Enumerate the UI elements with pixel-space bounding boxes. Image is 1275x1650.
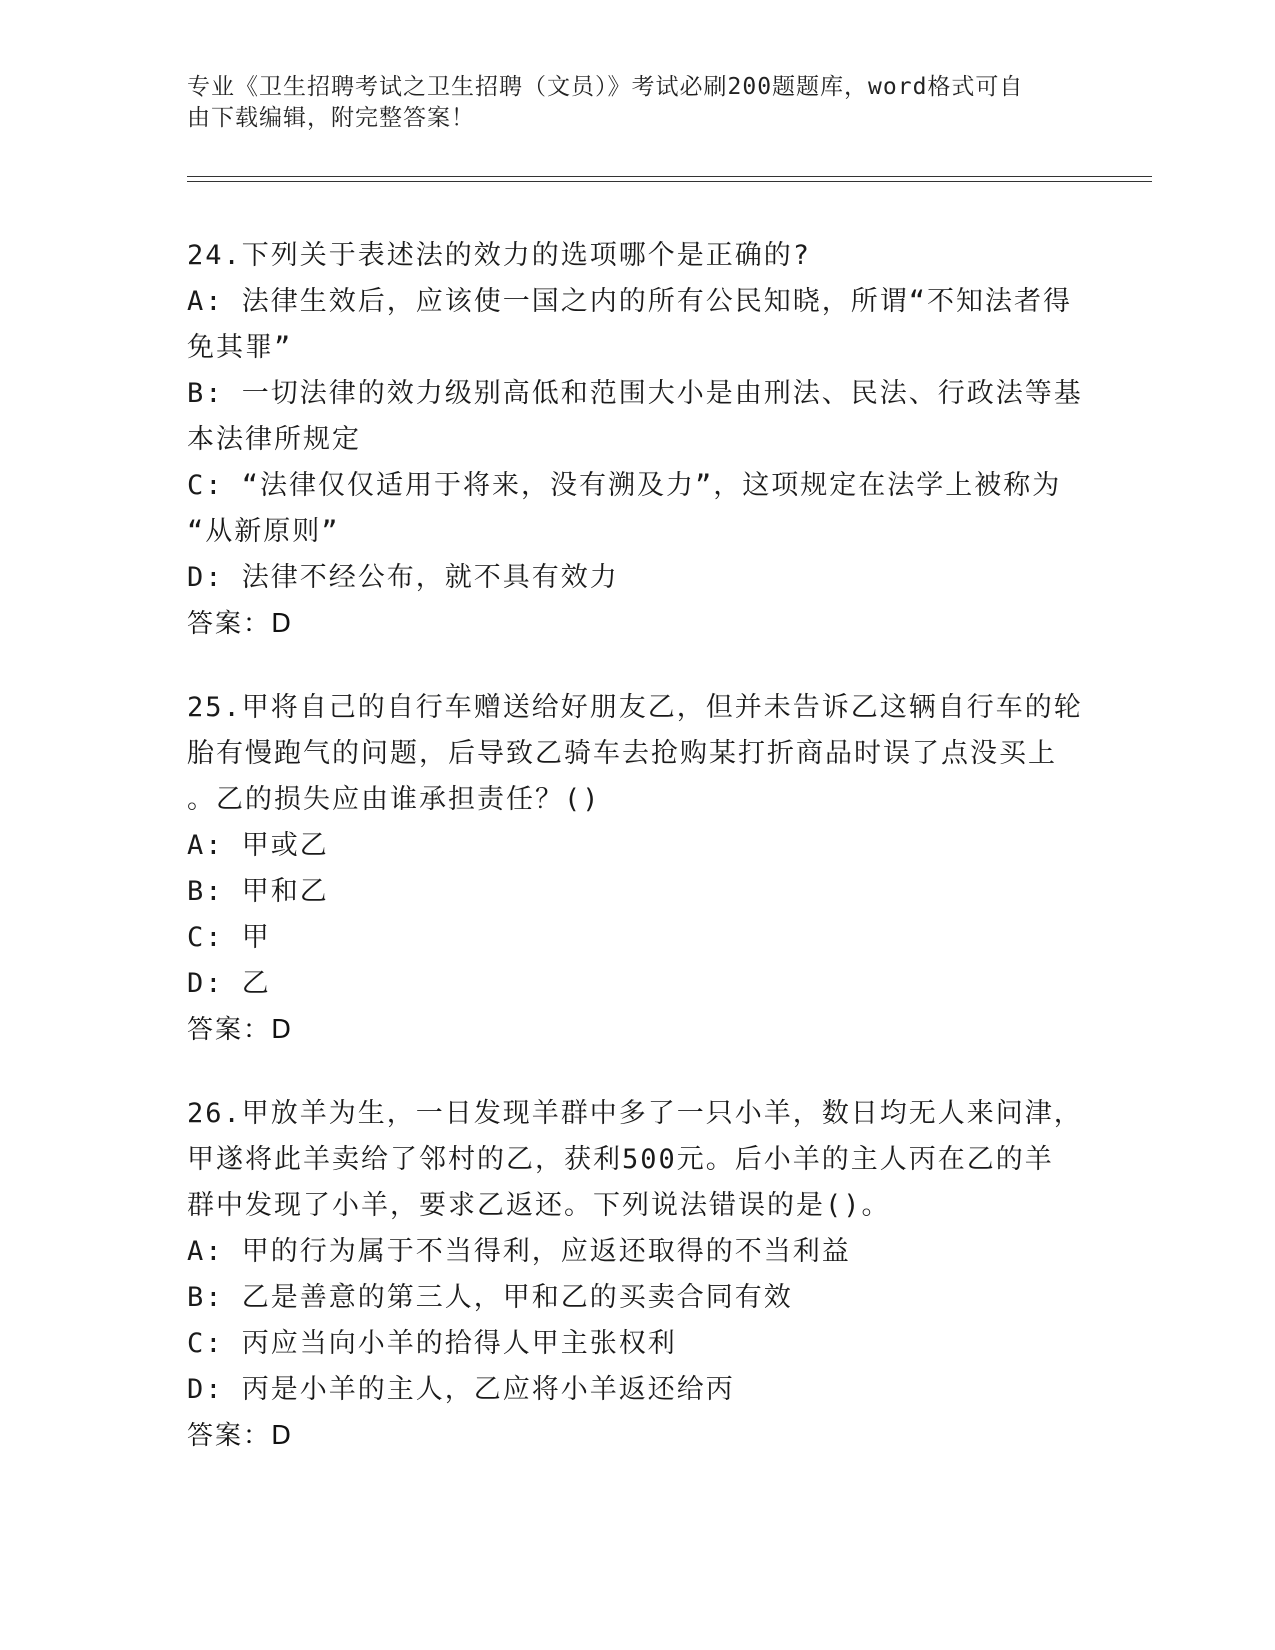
question-25 (187, 685, 1087, 1053)
option-b-cont: 本法律所规定 (187, 424, 361, 455)
answer: 答案：D (187, 1015, 294, 1045)
question-26 (187, 1091, 1087, 1459)
option-a: A: 甲或乙 (187, 830, 329, 861)
option-d: D: 丙是小羊的主人，乙应将小羊返还给丙 (187, 1374, 735, 1405)
option-c-cont: “从新原则” (187, 516, 340, 547)
option-a: A: 甲的行为属于不当得利，应返还取得的不当利益 (187, 1236, 851, 1267)
header-divider-bottom (187, 181, 1152, 182)
option-a-cont: 免其罪” (187, 332, 293, 363)
header-divider-top (187, 176, 1152, 177)
option-d: D: 乙 (187, 968, 271, 999)
document-header (187, 72, 1077, 134)
question-stem: 24.下列关于表述法的效力的选项哪个是正确的? (187, 240, 812, 271)
answer: 答案：D (187, 609, 294, 639)
question-stem: 25.甲将自己的自行车赠送给好朋友乙，但并未告诉乙这辆自行车的轮 (187, 692, 1083, 723)
question-24 (187, 233, 1087, 647)
option-b: B: 甲和乙 (187, 876, 329, 907)
option-a: A: 法律生效后，应该使一国之内的所有公民知晓，所谓“不知法者得 (187, 286, 1073, 317)
question-stem-cont: 。乙的损失应由谁承担责任？() (187, 784, 601, 815)
option-d: D: 法律不经公布，就不具有效力 (187, 562, 619, 593)
header-line-1: 专业《卫生招聘考试之卫生招聘（文员）》考试必刷200题题库，word格式可自 (187, 74, 1024, 100)
question-stem-cont: 群中发现了小羊，要求乙返还。下列说法错误的是()。 (187, 1190, 891, 1221)
answer: 答案：D (187, 1421, 294, 1451)
option-c: C: 甲 (187, 922, 271, 953)
question-stem: 26.甲放羊为生，一日发现羊群中多了一只小羊，数日均无人来问津， (187, 1098, 1083, 1129)
question-stem-cont: 甲遂将此羊卖给了邻村的乙，获利500元。后小羊的主人丙在乙的羊 (187, 1144, 1054, 1175)
option-b: B: 乙是善意的第三人，甲和乙的买卖合同有效 (187, 1282, 793, 1313)
option-b: B: 一切法律的效力级别高低和范围大小是由刑法、民法、行政法等基 (187, 378, 1083, 409)
header-line-2: 由下载编辑，附完整答案！ (187, 105, 475, 131)
option-c: C: 丙应当向小羊的拾得人甲主张权利 (187, 1328, 677, 1359)
question-list (187, 233, 1087, 1497)
question-stem-cont: 胎有慢跑气的问题，后导致乙骑车去抢购某打折商品时误了点没买上 (187, 738, 1057, 769)
option-c: C: “法律仅仅适用于将来，没有溯及力”，这项规定在法学上被称为 (187, 470, 1062, 501)
